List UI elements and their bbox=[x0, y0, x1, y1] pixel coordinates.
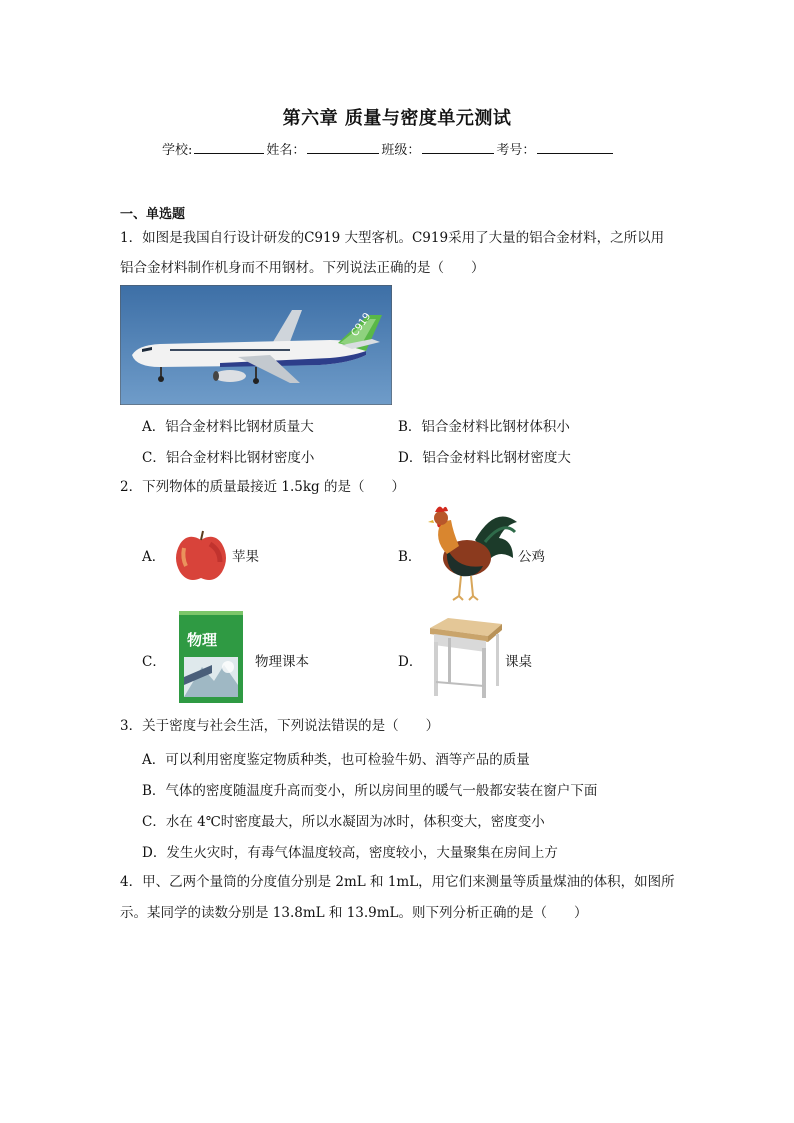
exam-no-label: 考号： bbox=[496, 143, 536, 158]
q2-option-a-label: 苹果 bbox=[232, 549, 259, 565]
q2-option-c-label: 物理课本 bbox=[255, 654, 309, 670]
q4-stem-line1: 4．甲、乙两个量筒的分度值分别是 2mL 和 1mL，用它们来测量等质量煤油的体积，如图所 bbox=[120, 874, 675, 890]
name-label: 姓名： bbox=[266, 143, 306, 158]
section-heading: 一、单选题 bbox=[120, 207, 186, 222]
q1-option-a[interactable]: A．铝合金材料比钢材质量大 bbox=[142, 419, 314, 435]
q3-option-d[interactable]: D．发生火灾时，有毒气体温度较高，密度较小，大量聚集在房间上方 bbox=[142, 845, 558, 861]
tail-marking: C919 bbox=[349, 311, 374, 339]
q2-option-a-letter[interactable]: A． bbox=[142, 549, 166, 565]
q2-stem: 2．下列物体的质量最接近 1.5kg 的是（ ） bbox=[120, 479, 405, 495]
q3-option-b[interactable]: B．气体的密度随温度升高而变小，所以房间里的暖气一般都安装在窗户下面 bbox=[142, 783, 598, 799]
airplane-image bbox=[120, 285, 392, 405]
page-title: 第六章 质量与密度单元测试 bbox=[282, 108, 512, 129]
class-blank[interactable] bbox=[422, 141, 494, 154]
q2-option-c-letter[interactable]: C． bbox=[142, 654, 166, 670]
school-desk-image bbox=[426, 612, 504, 700]
q3-option-a[interactable]: A．可以利用密度鉴定物质种类，也可检验牛奶、酒等产品的质量 bbox=[142, 752, 530, 768]
q1-stem-line1: 1．如图是我国自行设计研发的C919 大型客机。C919采用了大量的铝合金材料，之所以用 bbox=[120, 230, 665, 246]
q1-option-c[interactable]: C．铝合金材料比钢材密度小 bbox=[142, 450, 315, 466]
q1-option-d[interactable]: D．铝合金材料比钢材密度大 bbox=[398, 450, 571, 466]
q3-stem: 3．关于密度与社会生活，下列说法错误的是（ ） bbox=[120, 718, 440, 734]
physics-textbook-image bbox=[172, 605, 247, 705]
q2-option-b-letter[interactable]: B． bbox=[398, 549, 422, 565]
class-label: 班级： bbox=[381, 143, 421, 158]
q2-option-d-letter[interactable]: D． bbox=[398, 654, 423, 670]
school-blank[interactable] bbox=[194, 141, 264, 154]
q2-option-d-label: 课桌 bbox=[505, 654, 532, 670]
rooster-image bbox=[425, 500, 520, 605]
student-info-line bbox=[162, 139, 615, 158]
q1-stem-line2: 铝合金材料制作机身而不用钢材。下列说法正确的是（ ） bbox=[120, 260, 485, 276]
apple-image bbox=[170, 522, 232, 586]
name-blank[interactable] bbox=[307, 141, 379, 154]
q1-option-b[interactable]: B．铝合金材料比钢材体积小 bbox=[398, 419, 570, 435]
exam-no-blank[interactable] bbox=[537, 141, 613, 154]
q2-option-b-label: 公鸡 bbox=[518, 549, 545, 565]
textbook-cover-title: 物理 bbox=[187, 631, 218, 649]
q3-option-c[interactable]: C．水在 4℃时密度最大，所以水凝固为冰时，体积变大，密度变小 bbox=[142, 814, 545, 830]
school-label: 学校: bbox=[162, 143, 193, 158]
q4-stem-line2: 示。某同学的读数分别是 13.8mL 和 13.9mL。则下列分析正确的是（ ） bbox=[120, 905, 588, 921]
